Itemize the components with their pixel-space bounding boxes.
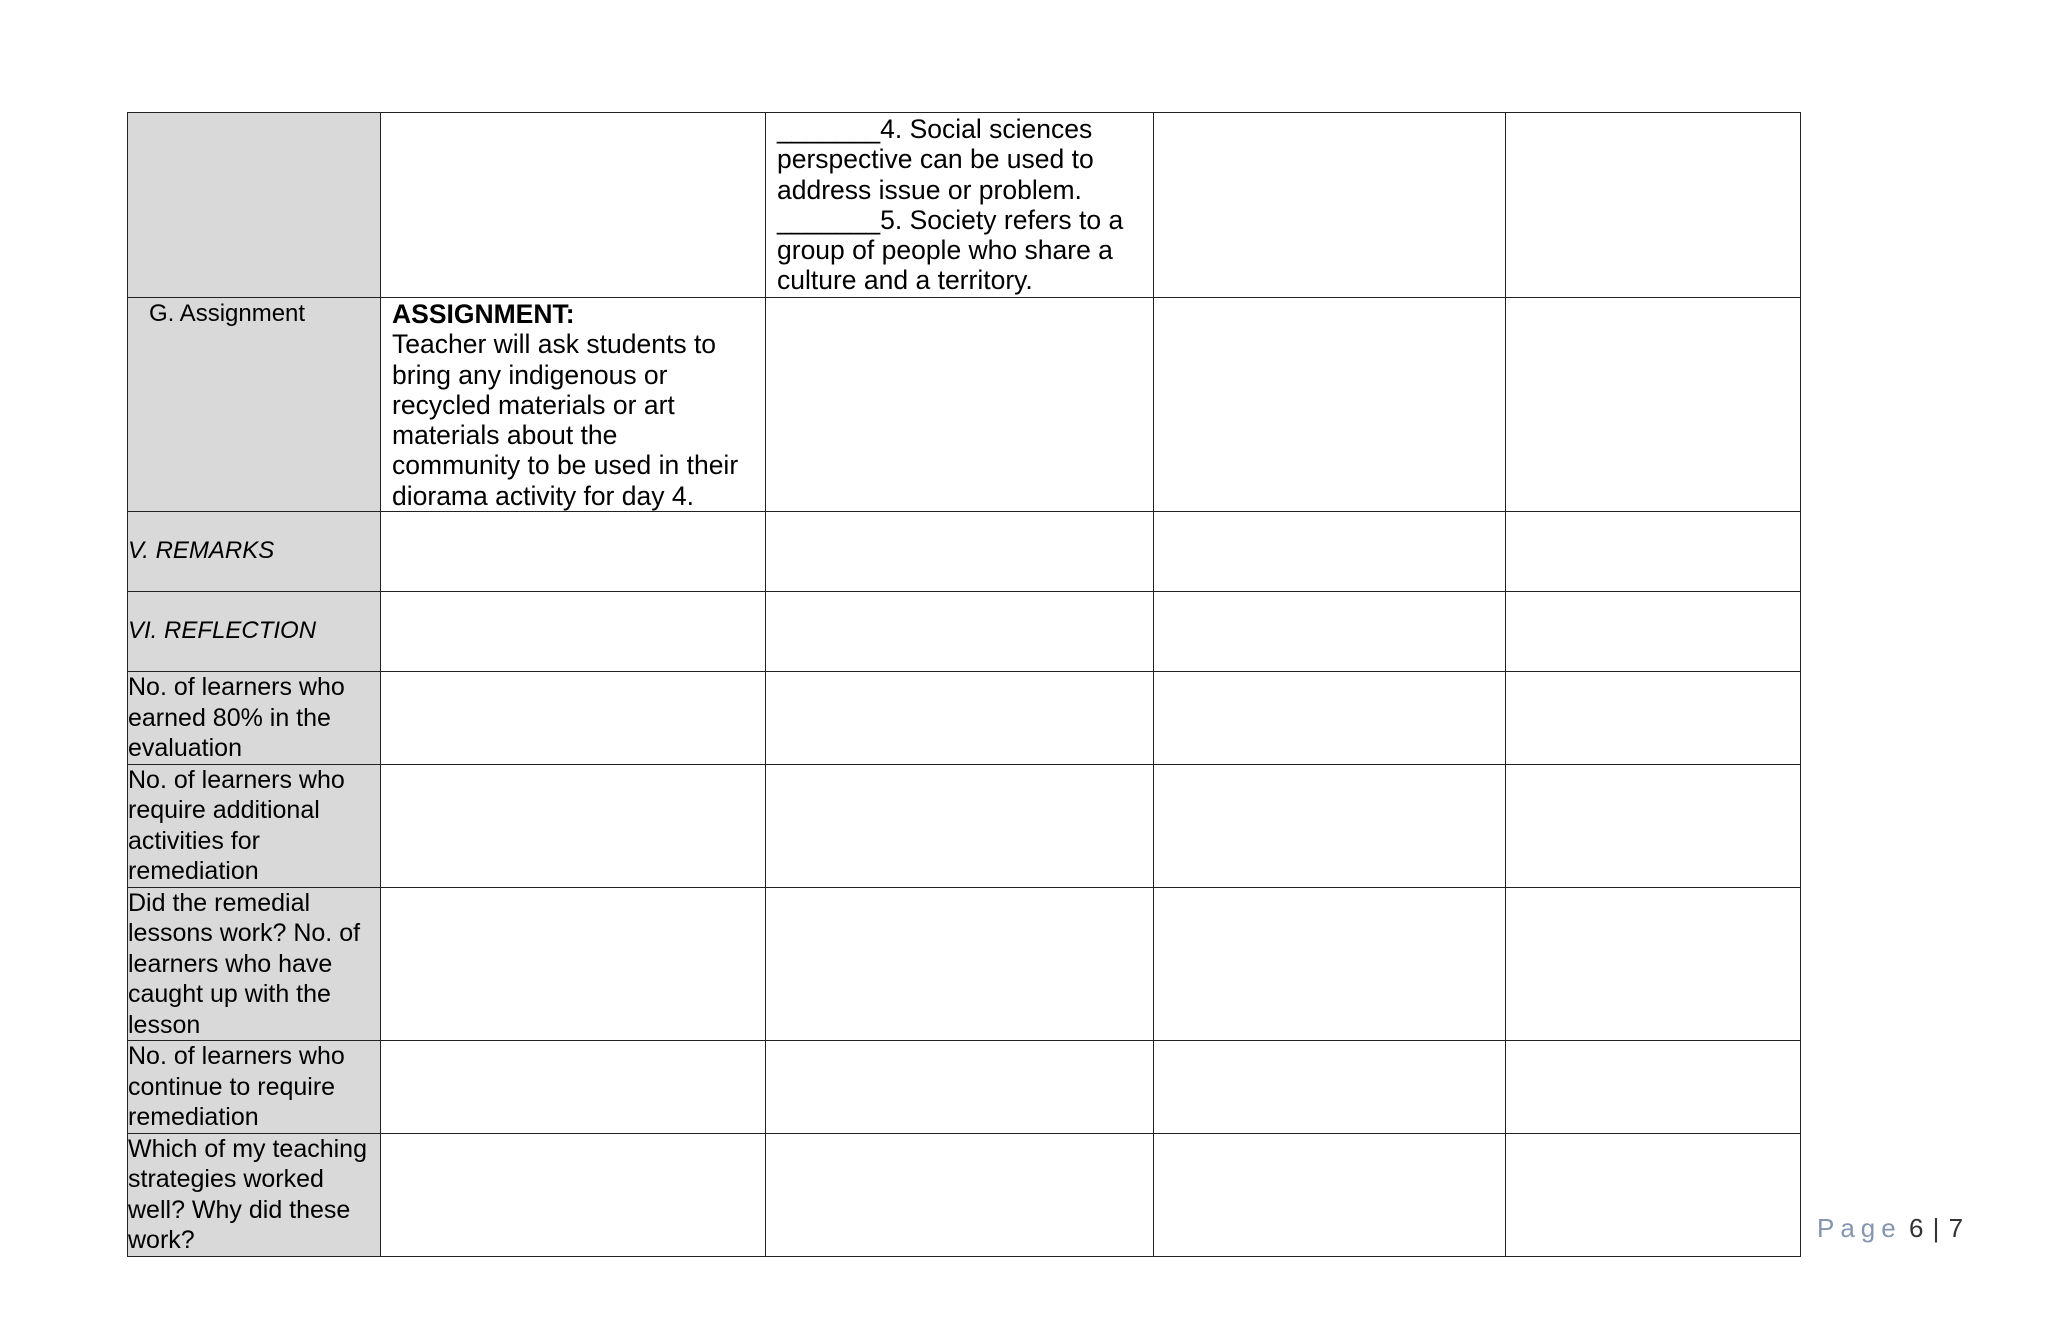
- table-cell: [1506, 764, 1801, 887]
- table-row: [128, 887, 1801, 1041]
- evaluation-line: _______5. Society refers to a: [777, 204, 1124, 235]
- label-line: well? Why did these: [128, 1195, 351, 1224]
- table-cell: [1154, 887, 1506, 1041]
- assignment-line: bring any indigenous or: [392, 359, 668, 390]
- table-cell: [381, 592, 766, 672]
- table-row: [128, 764, 1801, 887]
- table-cell: [1506, 1041, 1801, 1134]
- label-line: remediation: [128, 857, 259, 886]
- row-label-continue-remediation: [128, 1041, 381, 1134]
- label-line: Did the remedial: [128, 888, 311, 917]
- table-cell: [766, 298, 1154, 512]
- label-line: evaluation: [128, 734, 242, 763]
- page-number: 6 | 7: [1908, 1213, 1965, 1243]
- table-cell: [381, 512, 766, 592]
- table-cell: [381, 887, 766, 1041]
- label-line: lessons work? No. of: [128, 919, 361, 948]
- assignment-line: community to be used in their: [392, 450, 739, 481]
- table-cell: [1154, 764, 1506, 887]
- row-label-remedial-lessons: [128, 887, 381, 1041]
- table-cell: [766, 592, 1154, 672]
- page-word: Page: [1817, 1213, 1902, 1243]
- table-cell: [1506, 592, 1801, 672]
- table-cell-evaluation: [766, 113, 1154, 298]
- row-label-assignment: G. Assignment: [128, 298, 381, 512]
- table-cell: [1506, 298, 1801, 512]
- assignment-line: recycled materials or art: [392, 389, 675, 420]
- label-line: Which of my teaching: [128, 1134, 367, 1163]
- page-footer: [1817, 1213, 1964, 1244]
- label-line: No. of learners who: [128, 673, 345, 702]
- table-row: [128, 298, 1801, 512]
- table-cell: [1506, 887, 1801, 1041]
- table-cell: [766, 512, 1154, 592]
- label-line: No. of learners who: [128, 1042, 345, 1071]
- assignment-line: materials about the: [392, 420, 618, 451]
- evaluation-line: address issue or problem.: [777, 174, 1082, 205]
- table-cell: [1506, 113, 1801, 298]
- table-row: [128, 1133, 1801, 1256]
- evaluation-line: culture and a territory.: [777, 265, 1033, 296]
- table-cell: [1506, 672, 1801, 765]
- label-line: remediation: [128, 1103, 259, 1132]
- assignment-line: Teacher will ask students to: [392, 329, 717, 360]
- table-cell: [766, 1133, 1154, 1256]
- table-row: [128, 1041, 1801, 1134]
- label-line: activities for: [128, 826, 260, 855]
- table-row: [128, 512, 1801, 592]
- table-cell: [766, 1041, 1154, 1134]
- evaluation-line: _______4. Social sciences: [777, 114, 1093, 144]
- label-line: continue to require: [128, 1072, 336, 1101]
- table-cell: [381, 672, 766, 765]
- row-label-remarks: V. REMARKS: [128, 512, 381, 592]
- table-cell: [381, 1041, 766, 1134]
- table-cell: [1154, 512, 1506, 592]
- row-label-reflection: VI. REFLECTION: [128, 592, 381, 672]
- table-cell: [381, 764, 766, 887]
- row-label-teaching-strategies: [128, 1133, 381, 1256]
- table-cell: [381, 113, 766, 298]
- table-cell: [1154, 592, 1506, 672]
- label-line: work?: [128, 1226, 195, 1255]
- table-row: [128, 592, 1801, 672]
- label-line: caught up with the: [128, 980, 331, 1009]
- table-cell: [381, 1133, 766, 1256]
- evaluation-items: [766, 113, 1153, 296]
- table-cell: [1154, 1041, 1506, 1134]
- assignment-heading: ASSIGNMENT:: [392, 299, 575, 329]
- table-cell: [1154, 1133, 1506, 1256]
- label-line: No. of learners who: [128, 765, 345, 794]
- evaluation-line: group of people who share a: [777, 235, 1113, 266]
- row-label-empty: [128, 113, 381, 298]
- assignment-text: [381, 298, 765, 511]
- label-line: learners who have: [128, 949, 333, 978]
- table-cell: [766, 764, 1154, 887]
- table-row: [128, 672, 1801, 765]
- evaluation-line: perspective can be used to: [777, 144, 1094, 175]
- label-line: earned 80% in the: [128, 703, 331, 732]
- label-line: strategies worked: [128, 1165, 324, 1194]
- table-row: [128, 113, 1801, 298]
- table-cell: [766, 887, 1154, 1041]
- table-cell-assignment: [381, 298, 766, 512]
- table-cell: [1154, 113, 1506, 298]
- table-cell: [1154, 298, 1506, 512]
- row-label-learners-80: [128, 672, 381, 765]
- row-label-additional-activities: [128, 764, 381, 887]
- table-cell: [766, 672, 1154, 765]
- table-cell: [1506, 1133, 1801, 1256]
- dll-table: [127, 112, 1801, 1257]
- table-cell: [1154, 672, 1506, 765]
- assignment-line: diorama activity for day 4.: [392, 480, 694, 511]
- label-line: require additional: [128, 796, 320, 825]
- table-cell: [1506, 512, 1801, 592]
- label-line: lesson: [128, 1010, 201, 1039]
